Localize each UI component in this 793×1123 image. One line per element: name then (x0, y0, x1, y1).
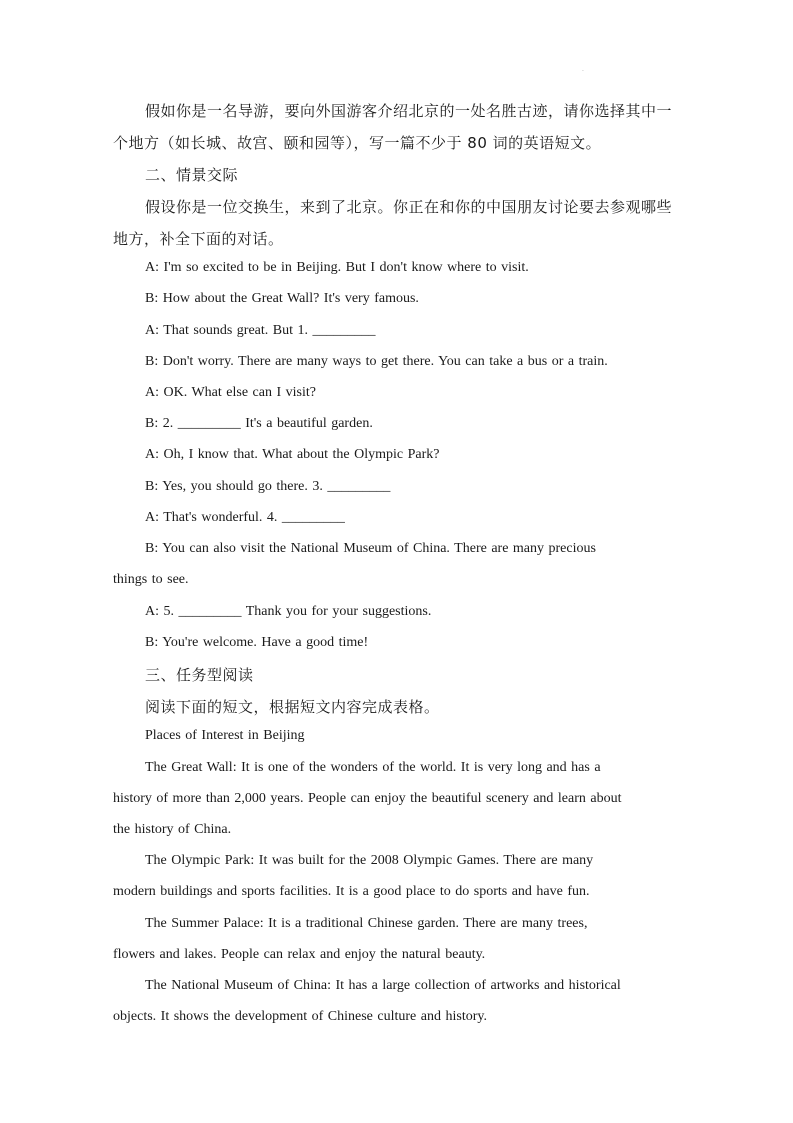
dialogue-line: B: You can also visit the National Museum of China. There are many precious (145, 541, 596, 556)
task-instruction-line-2: 个地方（如长城、故宫、颐和园等），写一篇不少于 80 词的英语短文。 (113, 134, 602, 152)
task-instruction-line-1: 假如你是一名导游，要向外国游客介绍北京的一处名胜古迹，请你选择其中一 (145, 102, 673, 120)
dialogue-line: B: Don't worry. There are many ways to get there. You can take a bus or a train. (145, 354, 608, 369)
passage-line: modern buildings and sports facilities. It is a good place to do sports and have fun. (113, 884, 590, 899)
passage-line: The Olympic Park: It was built for the 2008 Olympic Games. There are many (145, 853, 594, 868)
dialogue-instruction-line-1: 假设你是一位交换生，来到了北京。你正在和你的中国朋友讨论要去参观哪些 (145, 198, 673, 216)
section-heading-situational-dialogue: 二、情景交际 (145, 166, 239, 184)
dialogue-line: B: Yes, you should go there. 3. _________ (145, 479, 391, 494)
passage-title: Places of Interest in Beijing (145, 728, 305, 743)
passage-line: history of more than 2,000 years. People can enjoy the beautiful scenery and learn about (113, 791, 622, 806)
passage-line: flowers and lakes. People can relax and enjoy the natural beauty. (113, 947, 486, 962)
passage-line: the history of China. (113, 822, 232, 837)
passage-line: The Great Wall: It is one of the wonders of the world. It is very long and has a (145, 760, 601, 775)
dialogue-line-continuation: things to see. (113, 572, 189, 587)
reading-instruction: 阅读下面的短文，根据短文内容完成表格。 (145, 698, 440, 716)
passage-line: objects. It shows the development of Chinese culture and history. (113, 1009, 487, 1024)
corner-mark: . (582, 66, 584, 73)
section-heading-task-reading: 三、任务型阅读 (145, 666, 254, 684)
dialogue-line: B: How about the Great Wall? It's very famous. (145, 291, 419, 306)
dialogue-line: A: OK. What else can I visit? (145, 385, 316, 400)
dialogue-line: A: That sounds great. But 1. _________ (145, 323, 376, 338)
dialogue-line: B: 2. _________ It's a beautiful garden. (145, 416, 373, 431)
passage-line: The Summer Palace: It is a traditional Chinese garden. There are many trees, (145, 916, 588, 931)
dialogue-line: A: Oh, I know that. What about the Olympic Park? (145, 447, 440, 462)
dialogue-instruction-line-2: 地方，补全下面的对话。 (113, 230, 284, 248)
dialogue-line: A: I'm so excited to be in Beijing. But I don't know where to visit. (145, 260, 529, 275)
dialogue-line: A: That's wonderful. 4. _________ (145, 510, 345, 525)
dialogue-line: A: 5. _________ Thank you for your suggestions. (145, 604, 432, 619)
passage-line: The National Museum of China: It has a large collection of artworks and historical (145, 978, 621, 993)
dialogue-line: B: You're welcome. Have a good time! (145, 635, 369, 650)
